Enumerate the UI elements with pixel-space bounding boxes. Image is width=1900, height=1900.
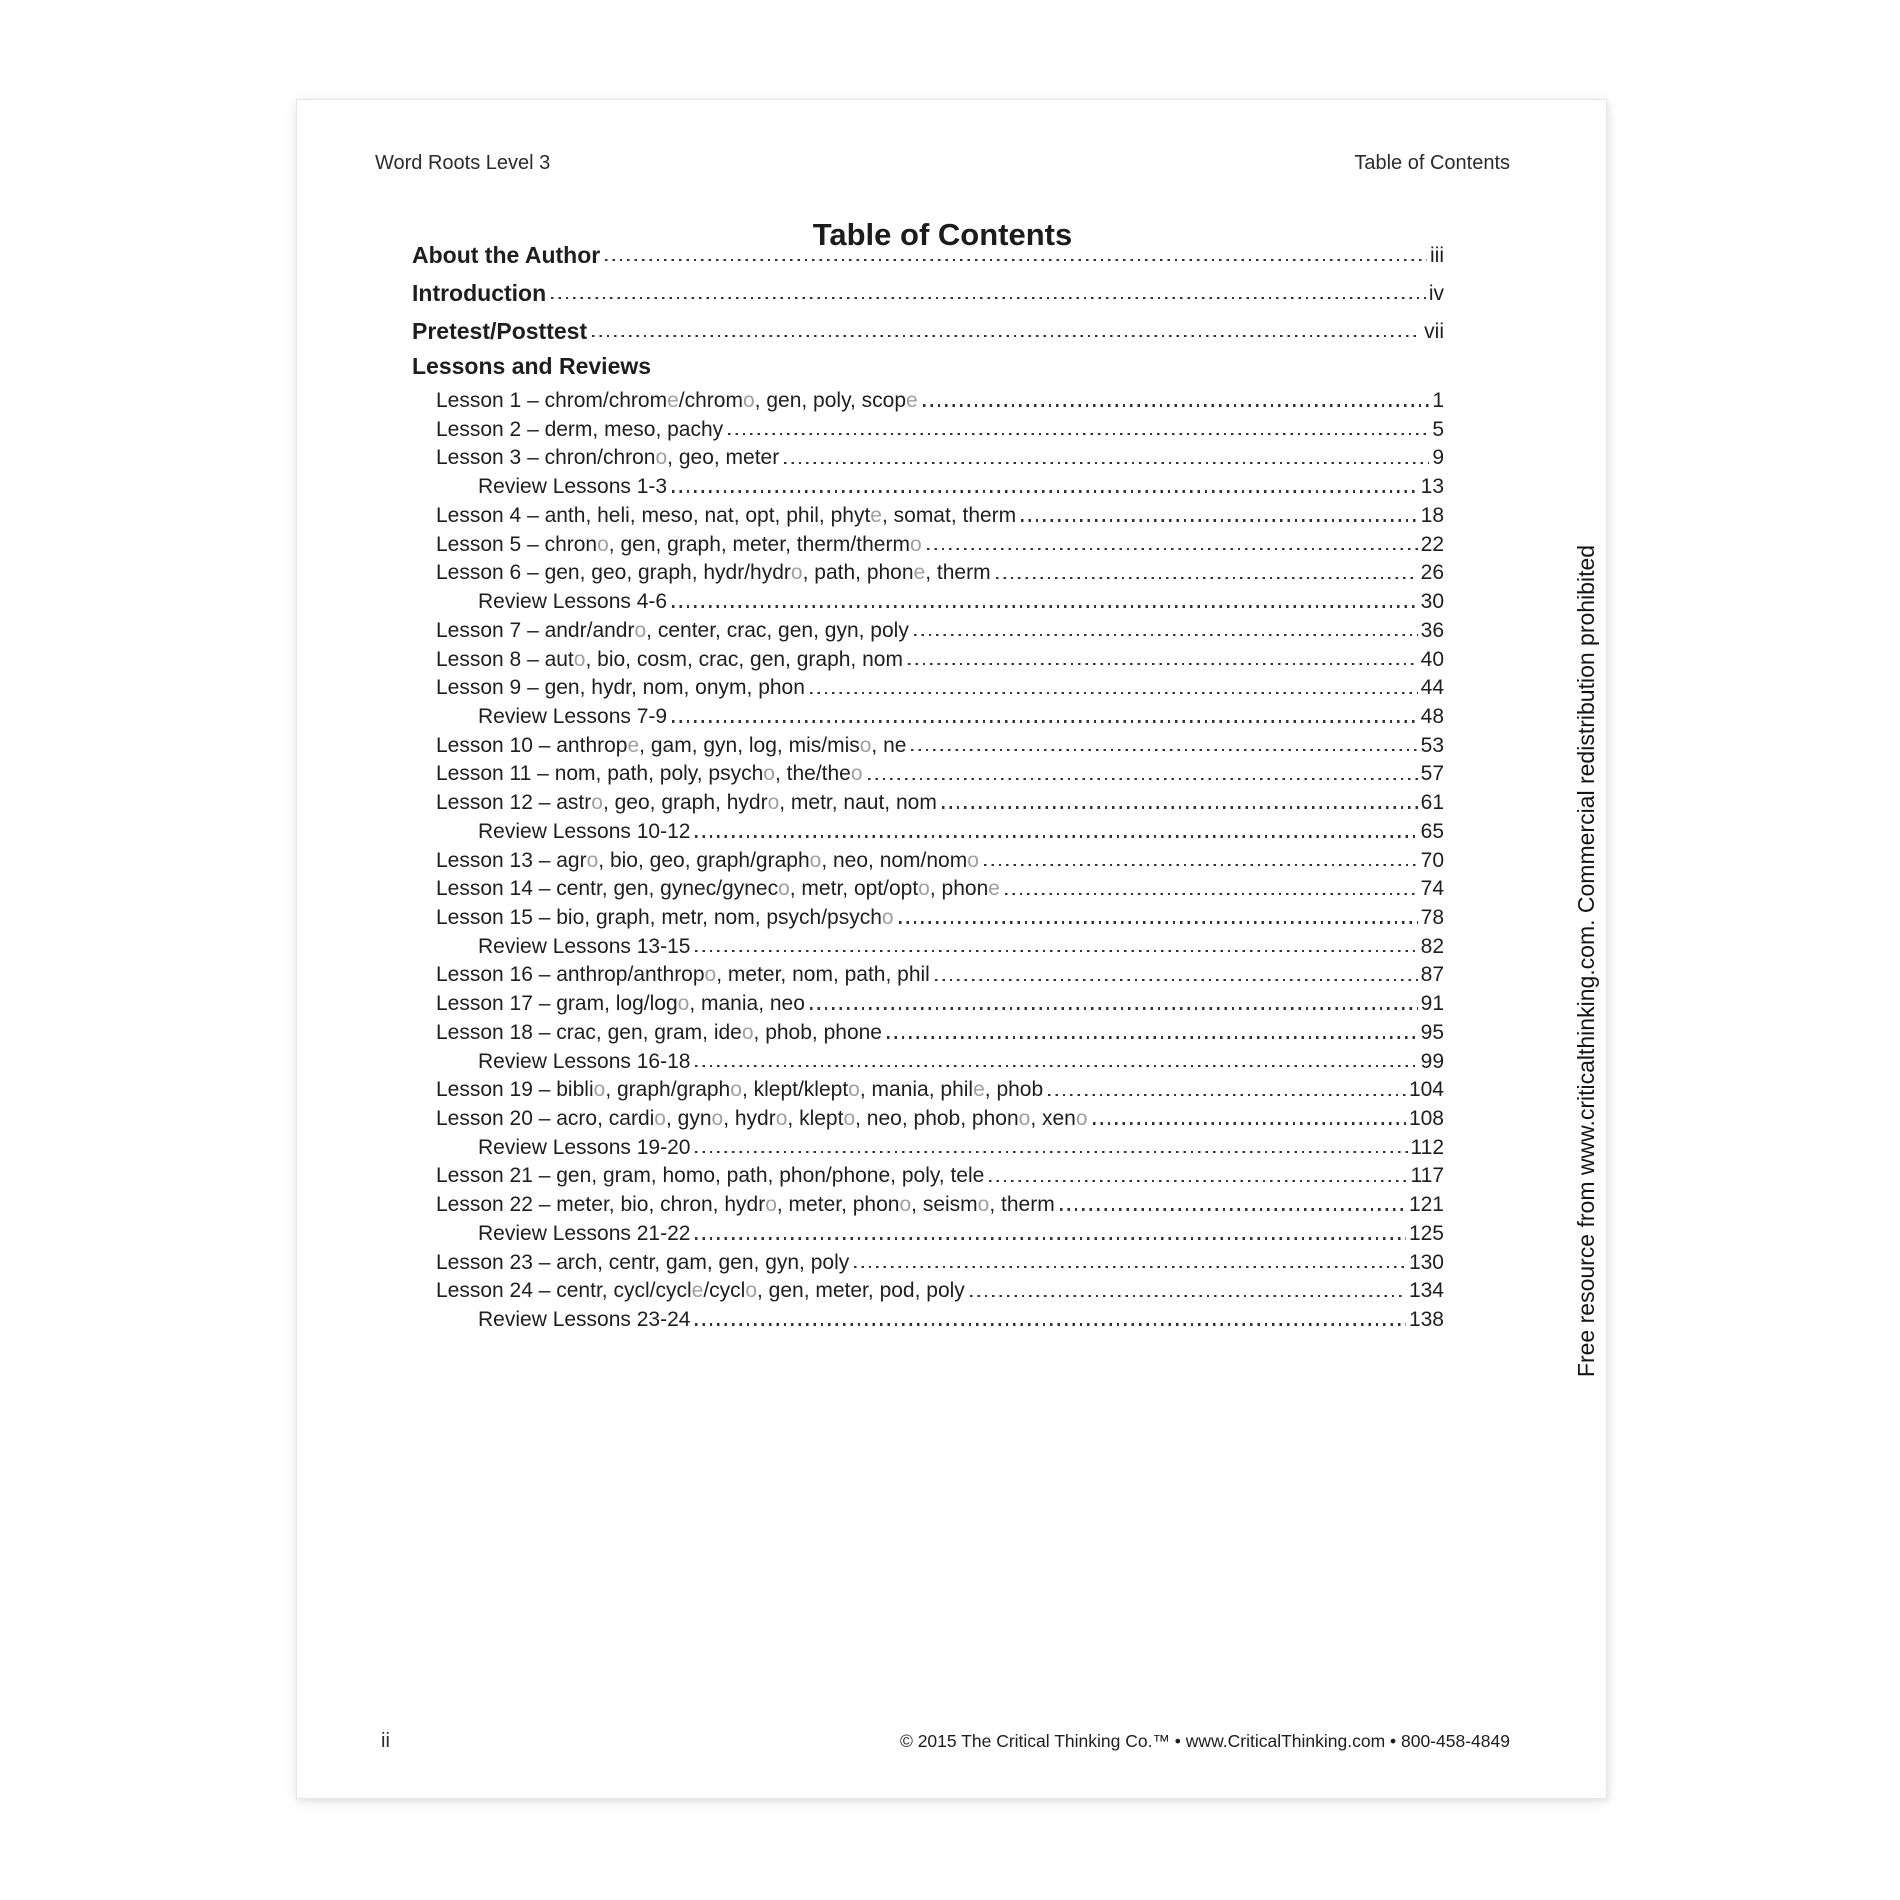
page-footer <box>381 1730 1510 1753</box>
toc-entry <box>412 1274 1444 1303</box>
toc-entry-page-number: 53 <box>1420 733 1444 757</box>
toc-entry-label: Pretest/Posttest <box>412 318 588 345</box>
running-header <box>375 152 1510 175</box>
toc-entry-label: Lesson 18 – crac, gen, gram, ideo, phob, phone <box>436 1020 882 1044</box>
dot-leader <box>899 921 1418 923</box>
dot-leader <box>887 1036 1418 1038</box>
toc-entry-page-number: 70 <box>1420 848 1444 872</box>
toc-entry-page-number: 134 <box>1408 1279 1444 1303</box>
toc-entry-page-number: 99 <box>1420 1049 1444 1073</box>
toc-entry <box>412 470 1444 499</box>
toc-entry-label: Lesson 19 – biblio, graph/grapho, klept/klepto, mania, phile, phob <box>436 1078 1044 1102</box>
toc-entry-label: Review Lessons 4-6 <box>478 590 668 614</box>
toc-entry <box>412 930 1444 959</box>
toc-entry-label: Lesson 4 – anth, heli, meso, nat, opt, phil, phyte, somat, therm <box>436 503 1017 527</box>
toc-entry-page-number: vii <box>1424 320 1444 344</box>
toc-entry-label: About the Author <box>412 242 601 269</box>
toc-entry-page-number: 13 <box>1420 475 1444 499</box>
toc-entry-page-number: 95 <box>1420 1020 1444 1044</box>
toc-entry-page-number: iii <box>1430 244 1444 268</box>
toc-lesson-list <box>412 384 1444 1332</box>
dot-leader <box>672 720 1418 722</box>
dot-leader <box>810 692 1418 694</box>
dot-leader <box>592 335 1421 337</box>
dot-leader <box>984 864 1418 866</box>
toc-front-matter <box>412 230 1444 344</box>
toc-entry-label: Review Lessons 23-24 <box>478 1308 691 1332</box>
footer-copyright: © 2015 The Critical Thinking Co.™ • www.CriticalThinking.com • 800-458-4849 <box>899 1731 1510 1751</box>
toc-entry-label: Review Lessons 1-3 <box>478 475 668 499</box>
dot-leader <box>942 806 1418 808</box>
table-of-contents <box>412 230 1444 1332</box>
toc-entry <box>412 1217 1444 1246</box>
toc-entry-page-number: 138 <box>1408 1308 1444 1332</box>
toc-entry <box>412 556 1444 585</box>
toc-entry-page-number: 112 <box>1410 1135 1444 1159</box>
dot-leader <box>854 1266 1406 1268</box>
toc-entry-label: Lesson 11 – nom, path, poly, psycho, the/theo <box>436 762 863 786</box>
dot-leader <box>551 297 1426 299</box>
toc-entry-label: Lesson 14 – centr, gen, gynec/gyneco, metr, opt/opto, phone <box>436 877 1000 901</box>
toc-entry-label: Lesson 6 – gen, geo, graph, hydr/hydro, path, phone, therm <box>436 561 991 585</box>
toc-entry-label: Lesson 13 – agro, bio, geo, graph/grapho, neo, nom/nomo <box>436 848 979 872</box>
toc-entry <box>412 786 1444 815</box>
toc-entry-page-number: 74 <box>1420 877 1444 901</box>
dot-leader <box>989 1180 1407 1182</box>
dot-leader <box>695 950 1417 952</box>
toc-entry-page-number: 117 <box>1410 1164 1444 1188</box>
running-header-left: Word Roots Level 3 <box>375 152 551 174</box>
dot-leader <box>695 1237 1406 1239</box>
toc-entry-page-number: 125 <box>1408 1221 1444 1245</box>
toc-entry-page-number: 108 <box>1408 1107 1444 1131</box>
toc-entry-label: Lesson 17 – gram, log/logo, mania, neo <box>436 992 805 1016</box>
dot-leader <box>1093 1122 1406 1124</box>
toc-entry-page-number: 78 <box>1420 905 1444 929</box>
toc-entry-page-number: 30 <box>1420 590 1444 614</box>
toc-entry-page-number: 57 <box>1420 762 1444 786</box>
toc-entry <box>412 499 1444 528</box>
toc-entry-label: Lesson 20 – acro, cardio, gyno, hydro, klepto, neo, phob, phono, xeno <box>436 1107 1088 1131</box>
toc-entry-page-number: 44 <box>1420 676 1444 700</box>
dot-leader <box>868 778 1418 780</box>
running-header-right: Table of Contents <box>1354 152 1510 174</box>
dot-leader <box>996 577 1418 579</box>
toc-entry-page-number: 26 <box>1420 561 1444 585</box>
toc-entry <box>412 901 1444 930</box>
toc-entry-page-number: 18 <box>1420 503 1444 527</box>
toc-entry <box>412 757 1444 786</box>
dot-leader <box>935 979 1418 981</box>
toc-entry <box>412 1102 1444 1131</box>
toc-entry <box>412 614 1444 643</box>
dot-leader <box>695 835 1417 837</box>
toc-entry-label: Lesson 10 – anthrope, gam, gyn, log, mis/miso, ne <box>436 733 907 757</box>
toc-entry-page-number: 5 <box>1432 417 1444 441</box>
toc-entry-label: Lesson 5 – chrono, gen, graph, meter, therm/thermo <box>436 532 922 556</box>
toc-entry <box>412 585 1444 614</box>
toc-entry <box>412 729 1444 758</box>
toc-entry <box>412 384 1444 413</box>
toc-entry-page-number: iv <box>1428 282 1444 306</box>
toc-entry <box>412 413 1444 442</box>
toc-entry-label: Review Lessons 16-18 <box>478 1049 691 1073</box>
dot-leader <box>1021 519 1417 521</box>
toc-entry <box>412 268 1444 306</box>
toc-entry <box>412 1303 1444 1332</box>
toc-entry-label: Lesson 8 – auto, bio, cosm, crac, gen, graph, nom <box>436 647 903 671</box>
toc-entry <box>412 1016 1444 1045</box>
toc-entry <box>412 872 1444 901</box>
folio-page-number: ii <box>381 1730 390 1752</box>
toc-entry-page-number: 82 <box>1420 934 1444 958</box>
toc-entry-label: Lesson 21 – gen, gram, homo, path, phon/phone, poly, tele <box>436 1164 985 1188</box>
toc-entry <box>412 671 1444 700</box>
dot-leader <box>605 259 1427 261</box>
dot-leader <box>911 749 1417 751</box>
toc-entry <box>412 1045 1444 1074</box>
toc-entry <box>412 1131 1444 1160</box>
document-page <box>296 99 1607 1799</box>
sidebar-watermark-text: Free resource from www.criticalthinking.com. Commercial redistribution prohibited <box>1573 544 1599 1378</box>
toc-entry-label: Review Lessons 19-20 <box>478 1135 691 1159</box>
toc-entry <box>412 1246 1444 1275</box>
toc-entry-page-number: 1 <box>1432 389 1444 413</box>
toc-entry <box>412 441 1444 470</box>
toc-entry-page-number: 104 <box>1408 1078 1444 1102</box>
toc-entry-page-number: 121 <box>1408 1193 1444 1217</box>
toc-entry-label: Lesson 16 – anthrop/anthropo, meter, nom, path, phil <box>436 963 930 987</box>
toc-entry <box>412 230 1444 268</box>
section-heading: Lessons and Reviews <box>412 352 652 379</box>
dot-leader <box>784 462 1429 464</box>
dot-leader <box>672 490 1418 492</box>
dot-leader <box>695 1323 1406 1325</box>
toc-entry-page-number: 22 <box>1420 532 1444 556</box>
dot-leader <box>695 1065 1417 1067</box>
toc-entry <box>412 1073 1444 1102</box>
toc-entry-label: Lesson 7 – andr/andro, center, crac, gen, gyn, poly <box>436 618 909 642</box>
toc-entry <box>412 958 1444 987</box>
dot-leader <box>927 548 1418 550</box>
toc-entry-label: Review Lessons 21-22 <box>478 1221 691 1245</box>
toc-entry <box>412 987 1444 1016</box>
toc-entry-label: Lesson 24 – centr, cycl/cycle/cyclo, gen, meter, pod, poly <box>436 1279 965 1303</box>
dot-leader <box>1060 1208 1406 1210</box>
toc-entry-label: Lesson 3 – chron/chrono, geo, meter <box>436 446 780 470</box>
toc-entry-page-number: 61 <box>1420 791 1444 815</box>
toc-entry <box>412 642 1444 671</box>
toc-entry-page-number: 130 <box>1408 1250 1444 1274</box>
toc-entry <box>412 1188 1444 1217</box>
dot-leader <box>923 404 1430 406</box>
toc-entry-page-number: 48 <box>1420 704 1444 728</box>
toc-entry-label: Lesson 1 – chrom/chrome/chromo, gen, poly, scope <box>436 389 918 413</box>
toc-entry-label: Lesson 12 – astro, geo, graph, hydro, metr, naut, nom <box>436 791 937 815</box>
toc-entry <box>412 528 1444 557</box>
dot-leader <box>1005 893 1418 895</box>
toc-entry-label: Lesson 9 – gen, hydr, nom, onym, phon <box>436 676 805 700</box>
toc-entry-page-number: 40 <box>1420 647 1444 671</box>
toc-entry-page-number: 65 <box>1420 819 1444 843</box>
toc-entry-page-number: 9 <box>1432 446 1444 470</box>
dot-leader <box>970 1295 1406 1297</box>
dot-leader <box>810 1007 1418 1009</box>
toc-entry <box>412 700 1444 729</box>
toc-entry <box>412 815 1444 844</box>
toc-entry <box>412 844 1444 873</box>
toc-entry-label: Lesson 15 – bio, graph, metr, nom, psych/psycho <box>436 905 894 929</box>
dot-leader <box>908 663 1418 665</box>
toc-entry-label: Introduction <box>412 280 547 307</box>
toc-entry <box>412 306 1444 344</box>
toc-entry-page-number: 36 <box>1420 618 1444 642</box>
toc-entry-page-number: 87 <box>1420 963 1444 987</box>
toc-entry-label: Lesson 22 – meter, bio, chron, hydro, meter, phono, seismo, therm <box>436 1193 1055 1217</box>
dot-leader <box>728 433 1429 435</box>
dot-leader <box>1048 1094 1406 1096</box>
toc-entry-label: Review Lessons 10-12 <box>478 819 691 843</box>
dot-leader <box>914 634 1418 636</box>
toc-entry-label: Review Lessons 13-15 <box>478 934 691 958</box>
toc-entry-page-number: 91 <box>1420 992 1444 1016</box>
toc-entry <box>412 1159 1444 1188</box>
toc-entry-label: Review Lessons 7-9 <box>478 704 668 728</box>
toc-entry-label: Lesson 23 – arch, centr, gam, gen, gyn, poly <box>436 1250 850 1274</box>
page-title: Table of Contents <box>812 217 1073 252</box>
dot-leader <box>695 1151 1407 1153</box>
toc-entry-label: Lesson 2 – derm, meso, pachy <box>436 417 724 441</box>
dot-leader <box>672 605 1418 607</box>
